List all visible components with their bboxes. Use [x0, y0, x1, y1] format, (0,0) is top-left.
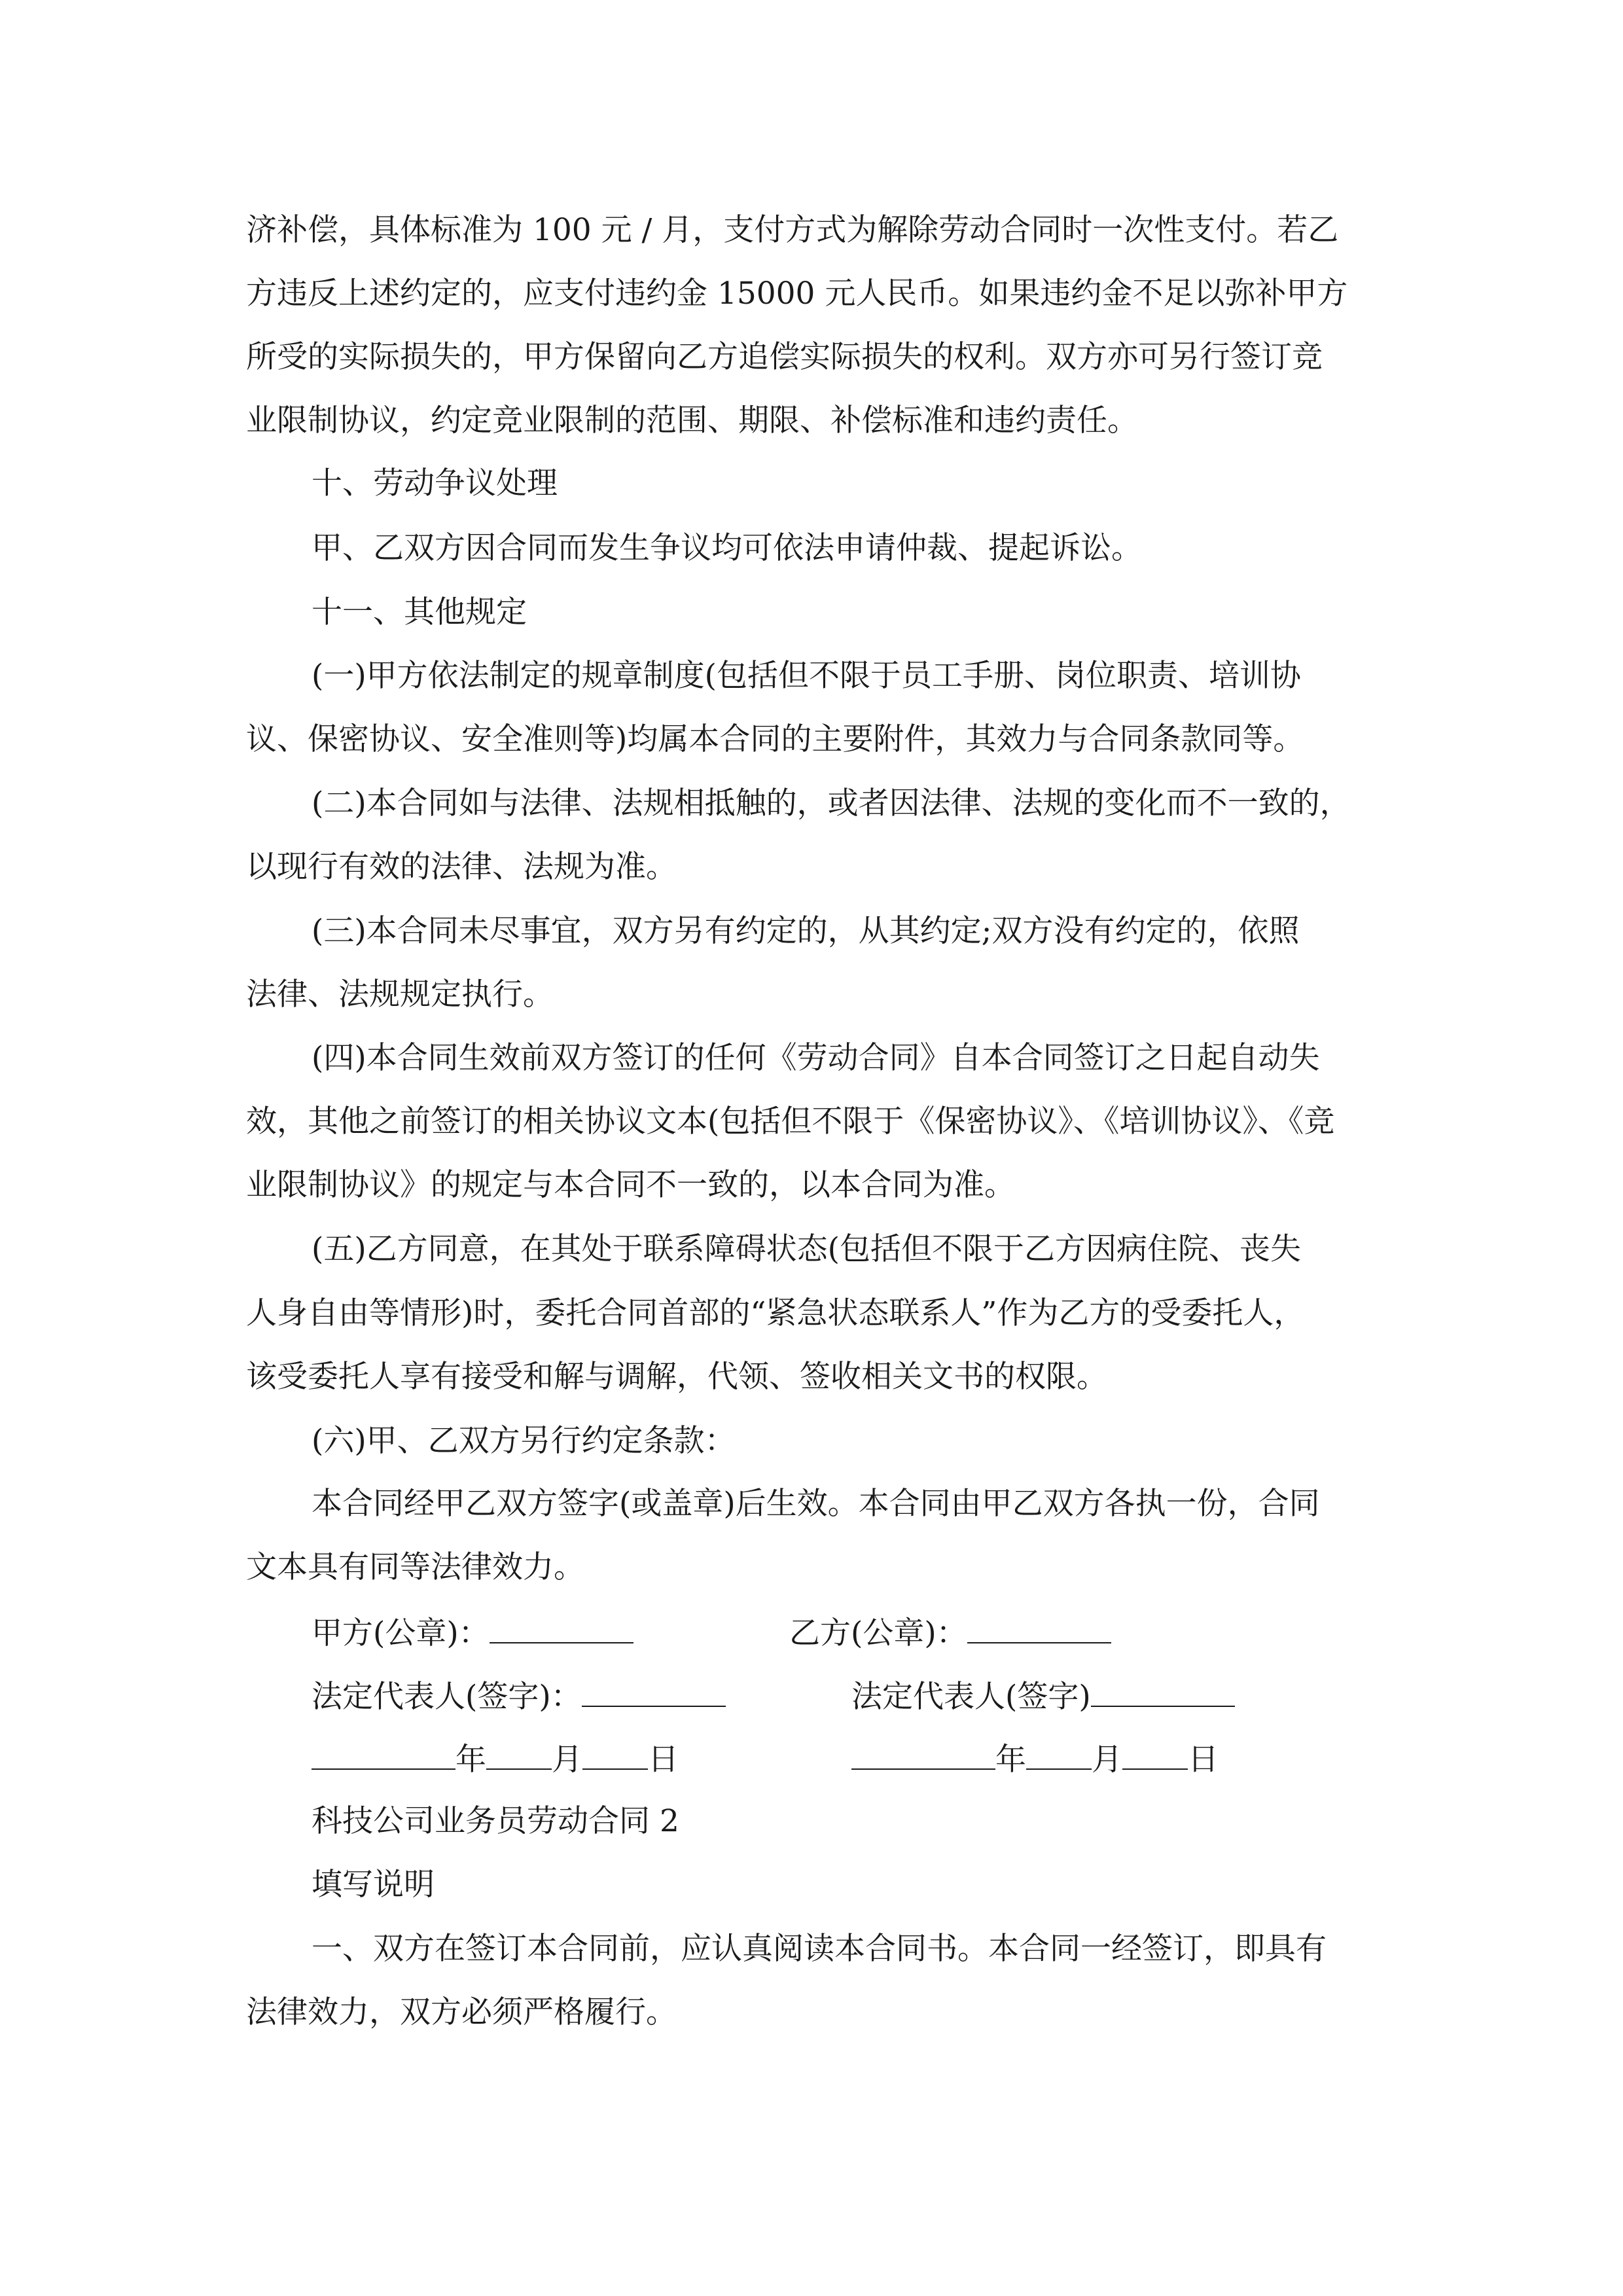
date-a-year-blank — [312, 1738, 455, 1770]
party-a-seal-blank — [490, 1612, 633, 1643]
date-b-month-blank — [1026, 1738, 1092, 1770]
date-b-year-blank — [851, 1738, 995, 1770]
legal-rep-b-field — [851, 1676, 1235, 1717]
date-a-field — [312, 1738, 679, 1780]
section-11-heading: 十一、其他规定 — [312, 594, 527, 630]
item-5-line: 人身自由等情形)时，委托合同首部的“紧急状态联系人”作为乙方的受委托人， — [246, 1295, 1305, 1331]
date-b-day-label: 日 — [1188, 1742, 1219, 1778]
item-1-line: (一)甲方依法制定的规章制度(包括但不限于员工手册、岗位职责、培训协 — [312, 658, 1302, 694]
date-a-month-label: 月 — [552, 1742, 582, 1778]
party-b-seal-field — [789, 1612, 1111, 1653]
instructions-title: 填写说明 — [312, 1867, 435, 1903]
party-a-seal-label: 甲方(公章)： — [312, 1615, 490, 1651]
legal-rep-a-blank — [582, 1676, 726, 1707]
date-b-year-label: 年 — [995, 1742, 1026, 1778]
item-3-line: (三)本合同未尽事宜，双方另有约定的，从其约定;双方没有约定的，依照 — [312, 913, 1300, 949]
date-b-day-blank — [1122, 1738, 1188, 1770]
legal-rep-a-label: 法定代表人(签字)： — [312, 1679, 582, 1715]
item-5-line: (五)乙方同意，在其处于联系障碍状态(包括但不限于乙方因病住院、丧失 — [312, 1231, 1302, 1267]
text-line: 所受的实际损失的，甲方保留向乙方追偿实际损失的权利。双方亦可另行签订竞 — [246, 339, 1323, 375]
text-line: 业限制协议，约定竞业限制的范围、期限、补偿标准和违约责任。 — [246, 403, 1138, 439]
item-2-line: (二)本合同如与法律、法规相抵触的，或者因法律、法规的变化而不一致的， — [312, 785, 1351, 821]
party-b-seal-blank — [967, 1612, 1111, 1643]
item-2-line: 以现行有效的法律、法规为准。 — [246, 849, 677, 885]
instructions-1-line: 法律效力，双方必须严格履行。 — [246, 1994, 677, 2030]
date-a-month-blank — [486, 1738, 552, 1770]
item-4-line: 业限制协议》的规定与本合同不一致的，以本合同为准。 — [246, 1167, 1015, 1203]
item-4-line: (四)本合同生效前双方签订的任何《劳动合同》自本合同签订之日起自动失 — [312, 1040, 1320, 1076]
item-3-line: 法律、法规规定执行。 — [246, 977, 554, 1013]
section-10-heading: 十、劳动争议处理 — [312, 465, 558, 501]
section-10-text: 甲、乙双方因合同而发生争议均可依法申请仲裁、提起诉讼。 — [312, 530, 1142, 566]
date-a-year-label: 年 — [455, 1742, 486, 1778]
item-4-line: 效，其他之前签订的相关协议文本(包括但不限于《保密协议》、《培训协议》、《竞 — [246, 1103, 1335, 1139]
date-b-field — [851, 1738, 1219, 1780]
text-line: 方违反上述约定的，应支付违约金 15000 元人民币。如果违约金不足以弥补甲方 — [246, 276, 1348, 312]
date-a-day-blank — [582, 1738, 648, 1770]
legal-rep-a-field — [312, 1676, 726, 1717]
item-5-line: 该受委托人享有接受和解与调解，代领、签收相关文书的权限。 — [246, 1359, 1107, 1395]
contract-2-title: 科技公司业务员劳动合同 2 — [312, 1803, 679, 1839]
date-a-day-label: 日 — [648, 1742, 679, 1778]
effect-line: 本合同经甲乙双方签字(或盖章)后生效。本合同由甲乙双方各执一份，合同 — [312, 1486, 1320, 1522]
item-1-line: 议、保密协议、安全准则等)均属本合同的主要附件，其效力与合同条款同等。 — [246, 721, 1304, 757]
legal-rep-b-blank — [1091, 1676, 1235, 1707]
party-a-seal-field — [312, 1612, 633, 1653]
item-6-line: (六)甲、乙双方另行约定条款： — [312, 1423, 736, 1459]
text-line: 济补偿，具体标准为 100 元 / 月，支付方式为解除劳动合同时一次性支付。若乙 — [246, 212, 1339, 248]
party-b-seal-label: 乙方(公章)： — [789, 1615, 967, 1651]
instructions-1-line: 一、双方在签订本合同前，应认真阅读本合同书。本合同一经签订，即具有 — [312, 1931, 1327, 1967]
date-b-month-label: 月 — [1092, 1742, 1122, 1778]
effect-line: 文本具有同等法律效力。 — [246, 1549, 584, 1585]
legal-rep-b-label: 法定代表人(签字) — [851, 1679, 1091, 1715]
